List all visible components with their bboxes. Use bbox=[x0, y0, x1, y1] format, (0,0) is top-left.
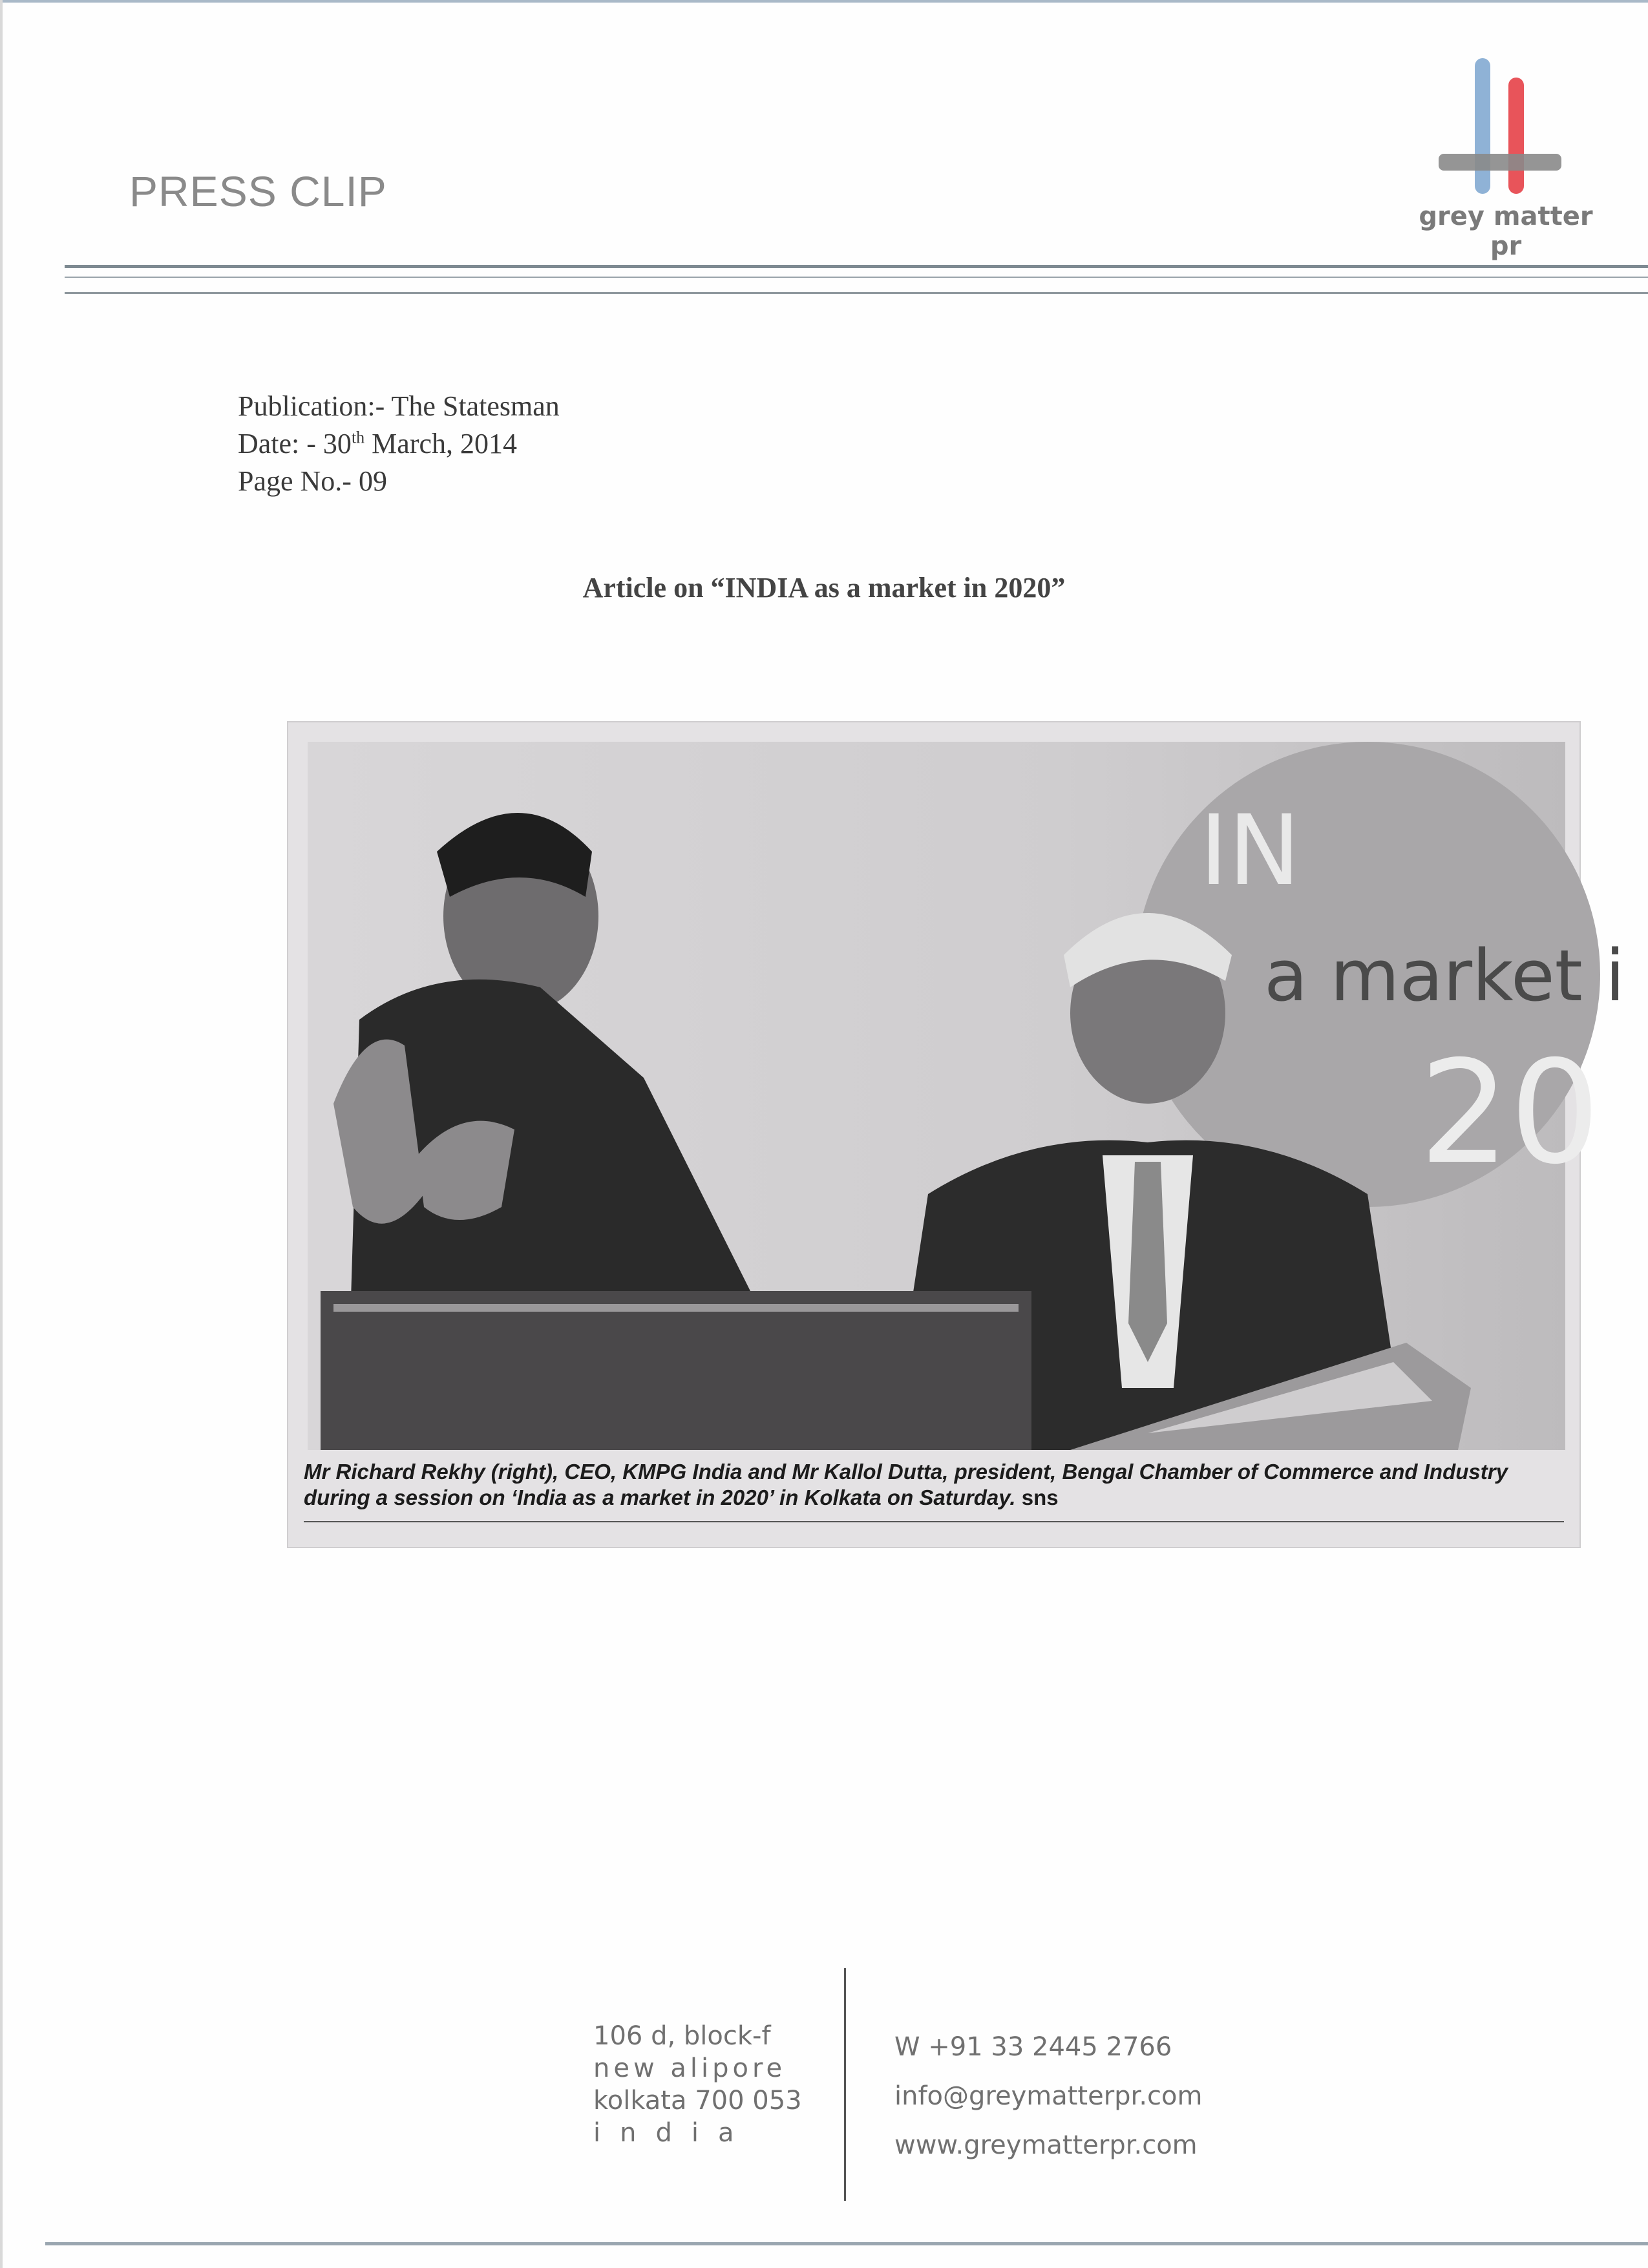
publication-details bbox=[238, 388, 560, 500]
caption-rule bbox=[304, 1521, 1564, 1522]
logo-mark-icon bbox=[1435, 58, 1577, 207]
address-line: 106 d, block-f bbox=[593, 2021, 771, 2051]
newspaper-clipping bbox=[287, 721, 1625, 1548]
photo-credit: sns bbox=[1021, 1486, 1059, 1509]
footer-divider bbox=[844, 1968, 846, 2201]
date-prefix: Date: - 30 bbox=[238, 428, 352, 459]
company-logo bbox=[1409, 58, 1603, 261]
article-title: Article on “INDIA as a market in 2020” bbox=[582, 572, 1066, 604]
photo-caption bbox=[304, 1459, 1564, 1511]
logo-wordmark: grey matter pr bbox=[1419, 202, 1593, 261]
footer-rule bbox=[45, 2242, 1648, 2245]
footer-address bbox=[593, 2020, 802, 2149]
caption-text: Mr Richard Rekhy (right), CEO, KMPG India and Mr Kallol Dutta, president, Bengal Chamber of Commerce and Industry during a session on ‘India as a market in 2020’ in Kolkata on Saturday. bbox=[304, 1460, 1508, 1509]
address-line: new alipore bbox=[593, 2053, 787, 2083]
news-photo bbox=[308, 742, 1625, 1539]
page-top-edge bbox=[0, 0, 1648, 3]
date-month-year: March, 2014 bbox=[364, 428, 518, 459]
backdrop-text-in: IN bbox=[1199, 795, 1301, 907]
press-clip-label: PRESS CLIP bbox=[129, 167, 387, 215]
header-rule bbox=[65, 265, 1648, 268]
header-rule bbox=[65, 292, 1648, 294]
date-suffix-ordinal: th bbox=[351, 428, 365, 447]
address-line: india bbox=[593, 2118, 754, 2148]
footer-contact bbox=[894, 2022, 1202, 2170]
date-line bbox=[238, 425, 560, 463]
backdrop-text-year: 20 bbox=[1419, 1030, 1600, 1195]
website-url[interactable]: www.greymatterpr.com bbox=[894, 2130, 1198, 2160]
phone-number: W +91 33 2445 2766 bbox=[894, 2032, 1172, 2062]
address-line: kolkata 700 053 bbox=[593, 2086, 802, 2116]
email-address[interactable]: info@greymatterpr.com bbox=[894, 2081, 1203, 2111]
header-rule bbox=[65, 277, 1648, 278]
publication-line: Publication:- The Statesman bbox=[238, 390, 560, 422]
backdrop-text-market: a market i bbox=[1264, 934, 1625, 1017]
page-number-line: Page No.- 09 bbox=[238, 465, 387, 497]
page-left-edge bbox=[0, 0, 3, 2268]
